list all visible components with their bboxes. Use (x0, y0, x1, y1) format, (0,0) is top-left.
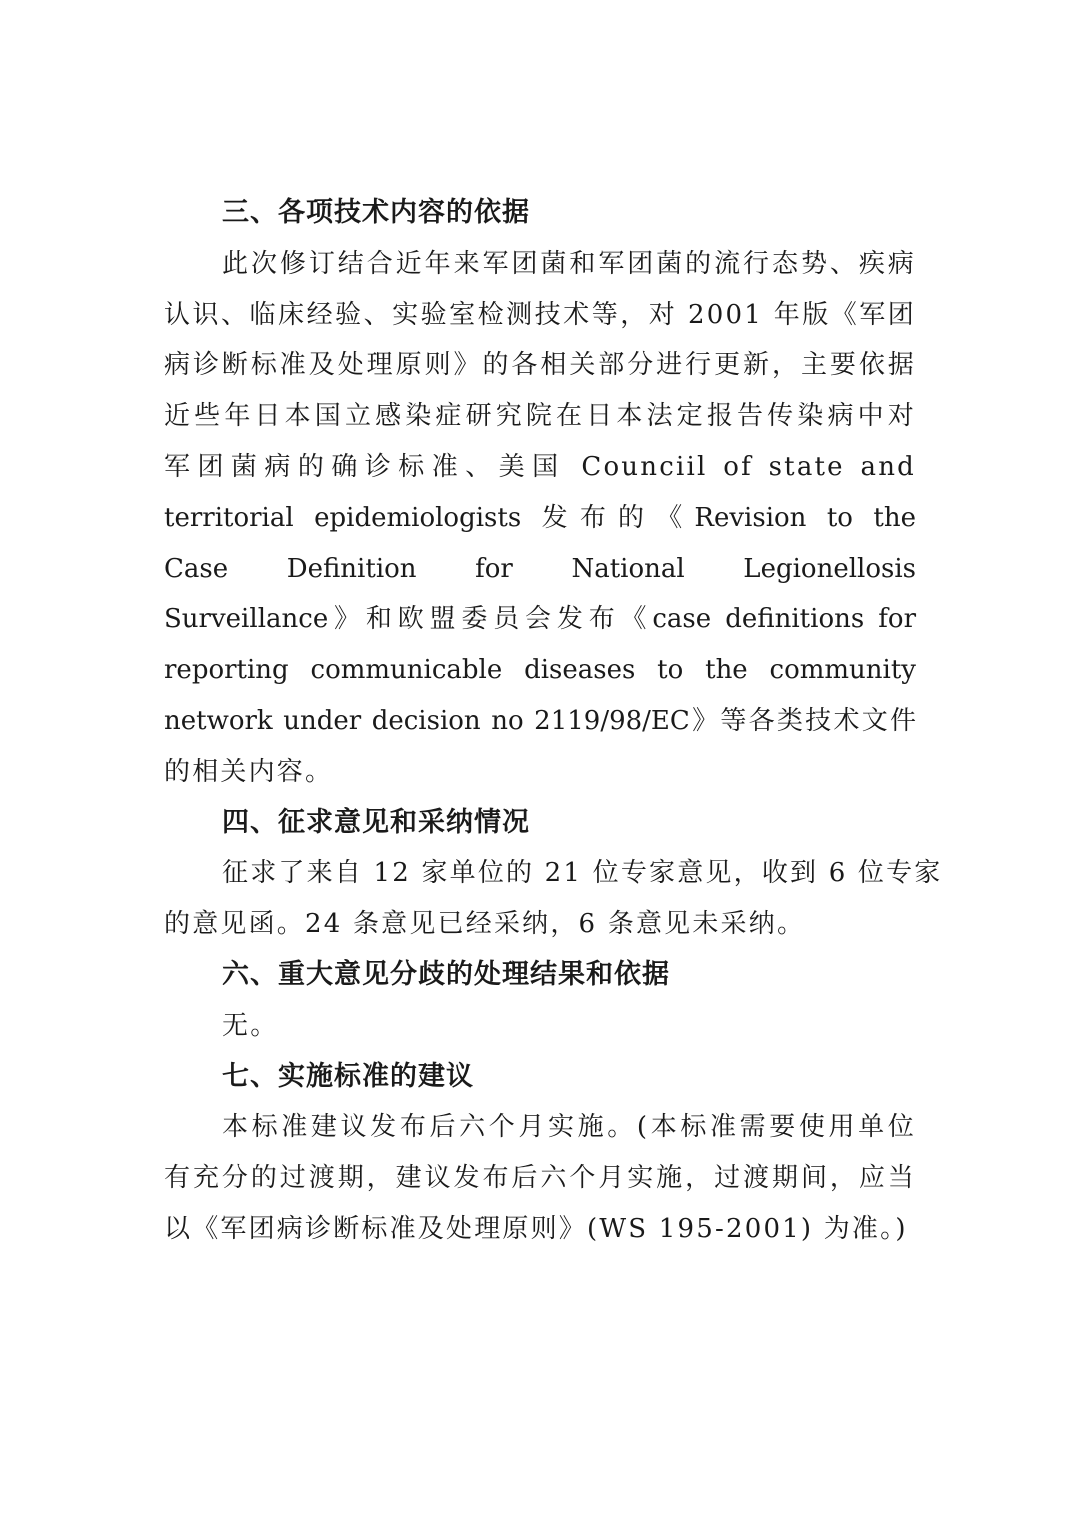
paragraph-line: 的意见函。24 条意见已经采纳，6 条意见未采纳。 (164, 909, 806, 940)
paragraph-line: Surveillance》和欧盟委员会发布《case definitions for (164, 604, 916, 635)
section-heading-7: 七、实施标准的建议 (222, 1060, 474, 1092)
paragraph-line: reporting communicable diseases to the community (164, 655, 916, 686)
paragraph-line: 此次修订结合近年来军团菌和军团菌的流行态势、疾病 (222, 248, 916, 279)
paragraph-line: 以《军团病诊断标准及处理原则》(WS 195-2001) 为准。) (164, 1213, 908, 1244)
paragraph-line: 军团菌病的确诊标准、美国 Counciil of state and (164, 451, 916, 482)
paragraph-line: Case Definition for National Legionellosis (164, 553, 916, 584)
section-heading-6: 六、重大意见分歧的处理结果和依据 (222, 958, 670, 990)
paragraph-line: 有充分的过渡期，建议发布后六个月实施，过渡期间，应当 (164, 1163, 916, 1194)
paragraph-line: 征求了来自 12 家单位的 21 位专家意见，收到 6 位专家 (222, 858, 943, 889)
paragraph-line: 近些年日本国立感染症研究院在日本法定报告传染病中对 (164, 401, 916, 432)
section-heading-4: 四、征求意见和采纳情况 (222, 806, 530, 838)
paragraph-line: 无。 (222, 1010, 279, 1041)
paragraph-line: network under decision no 2119/98/EC》等各类技术文件 (164, 705, 916, 736)
paragraph-line: 认识、临床经验、实验室检测技术等，对 2001 年版《军团 (164, 299, 916, 330)
paragraph-line: 病诊断标准及处理原则》的各相关部分进行更新，主要依据 (164, 350, 916, 381)
paragraph-line: 本标准建议发布后六个月实施。(本标准需要使用单位 (222, 1112, 916, 1143)
paragraph-line: 的相关内容。 (164, 756, 334, 787)
paragraph-line: territorial epidemiologists 发布的《Revision to the (164, 502, 916, 533)
document-body (164, 188, 943, 1255)
section-heading-3: 三、各项技术内容的依据 (222, 197, 530, 228)
